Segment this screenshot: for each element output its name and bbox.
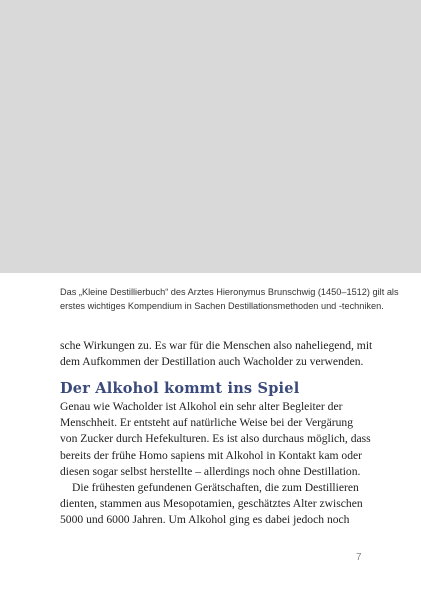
text-line: sche Wirkungen zu. Es war für die Menschen also naheliegend, mit: [60, 339, 373, 352]
text-line: diesen sogar selbst herstellte – allerdings noch ohne Destillation.: [60, 464, 361, 478]
paragraph-continued: [60, 338, 373, 370]
page-number: 7: [356, 552, 362, 563]
text-line: Die frühesten gefundenen Gerätschaften, die zum Destillieren: [72, 481, 359, 495]
text-line: bereits der frühe Homo sapiens mit Alkohol in Kontakt kam oder: [60, 448, 363, 462]
text-line: dienten, stammen aus Mesopotamien, geschätztes Alter zwischen: [60, 497, 363, 511]
text-line: Menschheit. Er entsteht auf natürliche Weise bei der Vergärung: [60, 416, 354, 430]
figure-image-placeholder: [0, 0, 421, 273]
section-heading: Der Alkohol kommt ins Spiel: [60, 380, 300, 397]
figure-caption: [60, 286, 399, 313]
caption-line: erstes wichtiges Kompendium in Sachen Destillationsmethoden und -techniken.: [60, 300, 384, 311]
text-line: von Zucker durch Hefekulturen. Es ist also durchaus möglich, dass: [60, 432, 371, 446]
text-line: 5000 und 6000 Jahren. Um Alkohol ging es dabei jedoch noch: [60, 513, 350, 527]
paragraph-section: [60, 399, 371, 529]
text-line: dem Aufkommen der Destillation auch Wacholder zu verwenden.: [60, 355, 364, 369]
text-line: Genau wie Wacholder ist Alkohol ein sehr alter Begleiter der: [60, 400, 343, 413]
caption-line: Das „Kleine Destillierbuch“ des Arztes Hieronymus Brunschwig (1450–1512) gilt als: [60, 287, 399, 297]
